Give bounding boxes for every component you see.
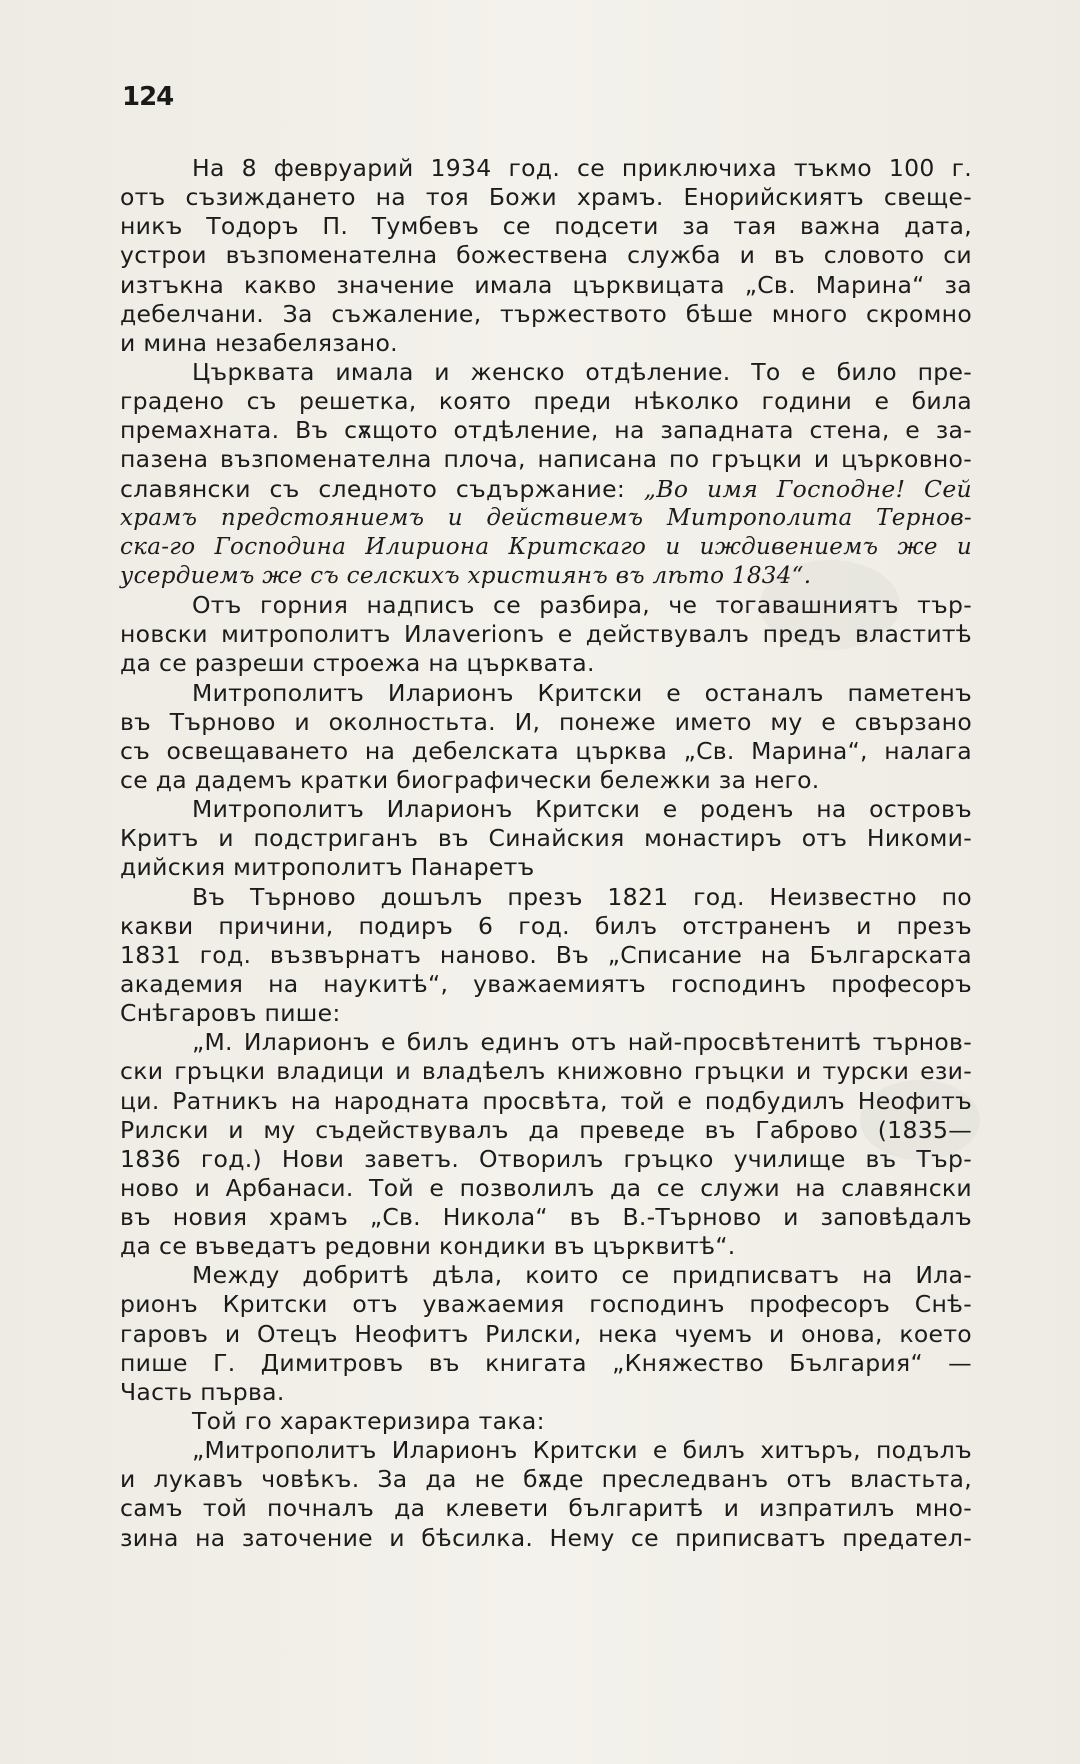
text-line: самъ той почналъ да клевети българитѣ и изпратилъ мно- bbox=[120, 1494, 972, 1523]
text-line-italic-part: „Во имя Господне! Сей bbox=[643, 474, 972, 503]
text-line: да се разреши строежа на църквата. bbox=[120, 649, 595, 678]
text-line: градено съ решетка, която преди нѣколко години е била bbox=[120, 387, 972, 416]
text-line: академия на наукитѣ“, уважаемиятъ господинъ професоръ bbox=[120, 969, 972, 998]
text-line: пише Г. Димитровъ въ книгата „Княжество България“ — bbox=[120, 1348, 972, 1377]
text-line: Митрополитъ Иларионъ Критски е роденъ на островъ bbox=[192, 795, 972, 824]
text-line: и лукавъ човѣкъ. За да не бѫде преследванъ отъ властьта, bbox=[120, 1465, 972, 1494]
text-line: Митрополитъ Иларионъ Критски е останалъ паметенъ bbox=[192, 678, 972, 707]
text-line: 1831 год. възвърнатъ наново. Въ „Списание на Българската bbox=[120, 940, 972, 969]
text-line: устрои възпоменателна божествена служба и въ словото си bbox=[120, 241, 972, 270]
text-line: Отъ горния надписъ се разбира, че тогавашниятъ тър- bbox=[192, 591, 972, 620]
text-line: рионъ Критски отъ уважаемия господинъ професоръ Снѣ- bbox=[120, 1290, 972, 1319]
text-line: Рилски и му съдействувалъ да преведе въ Габрово (1835— bbox=[120, 1115, 972, 1144]
text-line: зина на заточение и бѣсилка. Нему се приписватъ предател- bbox=[120, 1523, 972, 1552]
text-line: Снѣгаровъ пише: bbox=[120, 999, 341, 1028]
text-line: какви причини, подиръ 6 год. билъ отстраненъ и презъ bbox=[120, 911, 972, 940]
text-line: На 8 февруарий 1934 год. се приключиха тъкмо 100 г. bbox=[192, 154, 972, 182]
text-line bbox=[120, 475, 972, 504]
text-line: ски гръцки владици и владѣелъ книжовно гръцки и турски ези- bbox=[120, 1057, 972, 1086]
text-line: Между добритѣ дѣла, които се придписватъ на Ила- bbox=[192, 1261, 972, 1290]
text-line: изтъкна какво значение имала църквицата „Св. Марина“ за bbox=[120, 270, 972, 299]
text-line: гаровъ и Отецъ Неофитъ Рилски, нека чуемъ и онова, което bbox=[120, 1319, 972, 1348]
text-line: новски митрополитъ Илaverionъ е действувалъ предъ властитѣ bbox=[120, 620, 972, 649]
text-line: дебелчани. За съжаление, тържеството бѣше много скромно bbox=[120, 299, 972, 328]
text-line: дийския митрополитъ Панаретъ bbox=[120, 853, 535, 882]
text-line-regular-part: славянски съ следното съдържание: bbox=[120, 474, 644, 503]
text-line: и мина незабелязано. bbox=[120, 328, 398, 357]
text-line: усердиемъ же съ селскихъ християнъ въ лѣто 1834“. bbox=[120, 562, 812, 589]
text-line: отъ съзиждането на тоя Божи храмъ. Енорийскиятъ свеще- bbox=[120, 183, 972, 212]
text-line: Въ Търново дошълъ презъ 1821 год. Неизвестно по bbox=[192, 882, 972, 911]
text-line: Критъ и подстриганъ въ Синайския монастиръ отъ Никоми- bbox=[120, 824, 972, 853]
page-body-text bbox=[120, 154, 972, 1553]
text-line: съ освещаването на дебелската църква „Св. Марина“, налага bbox=[120, 736, 972, 765]
text-line: пазена възпоменателна плоча, написана по гръцки и църковно- bbox=[120, 445, 972, 474]
text-line: да се въведатъ редовни кондики въ църквитѣ“. bbox=[120, 1232, 736, 1261]
text-line: въ Търново и околностьта. И, понеже името му е свързано bbox=[120, 707, 972, 736]
text-line: Църквата имала и женско отдѣление. То е било пре- bbox=[192, 357, 972, 386]
text-line: 1836 год.) Нови заветъ. Отворилъ гръцко училище въ Тър- bbox=[120, 1144, 972, 1173]
text-line: никъ Тодоръ П. Тумбевъ се подсети за тая важна дата, bbox=[120, 212, 972, 241]
text-line: премахната. Въ сѫщото отдѣление, на западната стена, е за- bbox=[120, 416, 972, 445]
text-line: Часть първа. bbox=[120, 1377, 285, 1406]
text-line: Той го характеризира така: bbox=[192, 1407, 545, 1436]
text-line: ци. Ратникъ на народната просвѣта, той е подбудилъ Неофитъ bbox=[120, 1086, 972, 1115]
text-line: се да дадемъ кратки биографически бележки за него. bbox=[120, 765, 820, 794]
text-line: „Митрополитъ Иларионъ Критски е билъ хитъръ, подълъ bbox=[192, 1436, 972, 1465]
text-line: „М. Иларионъ е билъ единъ отъ най-просвѣтенитѣ търнов- bbox=[192, 1028, 972, 1057]
text-line: ново и Арбанаси. Той е позволилъ да се служи на славянски bbox=[120, 1173, 972, 1202]
text-line: въ новия храмъ „Св. Никола“ въ В.-Търново и заповѣдалъ bbox=[120, 1203, 972, 1232]
text-line: ска-го Господина Илириона Критскаго и иждивениемъ же и bbox=[120, 533, 972, 560]
text-line: храмъ предстояниемъ и действиемъ Митрополита Тернов- bbox=[120, 504, 972, 531]
page-number: 124 bbox=[122, 82, 174, 112]
